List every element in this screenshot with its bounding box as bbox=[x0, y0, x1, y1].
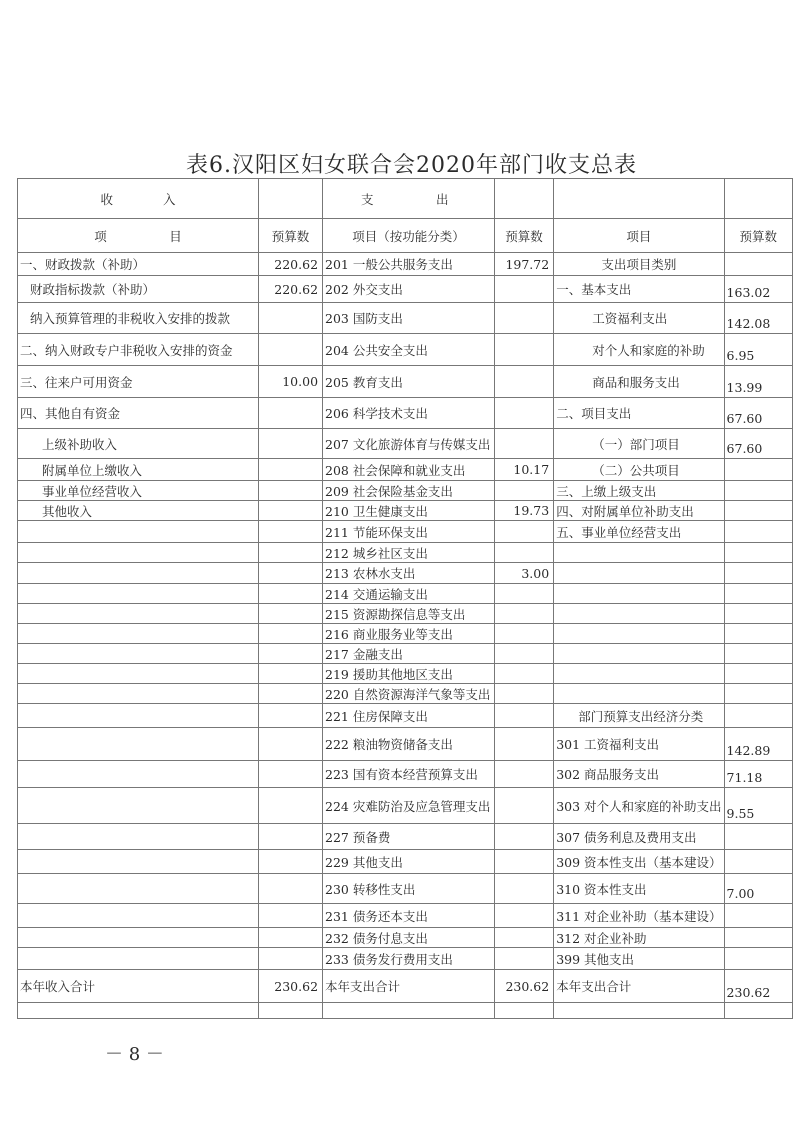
expense-item: 204 公共安全支出 bbox=[323, 334, 495, 366]
expense-item: 212 城乡社区支出 bbox=[323, 543, 495, 563]
income-item: 一、财政拨款（补助） bbox=[18, 253, 259, 276]
expense-item: 221 住房保障支出 bbox=[323, 704, 495, 728]
category-amount bbox=[724, 664, 792, 684]
expense-item: 210 卫生健康支出 bbox=[323, 501, 495, 521]
expense-amount bbox=[494, 874, 553, 904]
income-amount bbox=[259, 1003, 323, 1019]
category-item: 310 资本性支出 bbox=[554, 874, 724, 904]
category-amount bbox=[724, 704, 792, 728]
header-cell: 收 入 bbox=[18, 179, 259, 219]
income-amount bbox=[259, 824, 323, 850]
category-amount bbox=[724, 584, 792, 604]
category-amount: 71.18 bbox=[724, 761, 792, 788]
income-item bbox=[18, 664, 259, 684]
income-amount bbox=[259, 521, 323, 543]
expense-item: 217 金融支出 bbox=[323, 644, 495, 664]
expense-item: 230 转移性支出 bbox=[323, 874, 495, 904]
table-row bbox=[18, 563, 793, 584]
expense-amount bbox=[494, 481, 553, 501]
expense-amount bbox=[494, 761, 553, 788]
income-amount bbox=[259, 398, 323, 429]
income-amount bbox=[259, 948, 323, 970]
header-cell: 项 目 bbox=[18, 219, 259, 253]
income-amount bbox=[259, 904, 323, 928]
category-item: 302 商品服务支出 bbox=[554, 761, 724, 788]
income-item bbox=[18, 684, 259, 704]
header-cell: 预算数 bbox=[259, 219, 323, 253]
category-amount bbox=[724, 501, 792, 521]
category-item: 303 对个人和家庭的补助支出 bbox=[554, 788, 724, 824]
expense-amount bbox=[494, 664, 553, 684]
table-row bbox=[18, 429, 793, 459]
expense-item: 223 国有资本经营预算支出 bbox=[323, 761, 495, 788]
expense-item: 229 其他支出 bbox=[323, 850, 495, 874]
table-row bbox=[18, 788, 793, 824]
budget-summary-table bbox=[17, 178, 793, 1019]
expense-item: 本年支出合计 bbox=[323, 970, 495, 1003]
income-amount bbox=[259, 874, 323, 904]
income-item bbox=[18, 521, 259, 543]
expense-item: 201 一般公共服务支出 bbox=[323, 253, 495, 276]
header-cell: 支 出 bbox=[323, 179, 495, 219]
table-row bbox=[18, 584, 793, 604]
table-row bbox=[18, 761, 793, 788]
expense-amount bbox=[494, 948, 553, 970]
expense-item: 208 社会保障和就业支出 bbox=[323, 459, 495, 481]
expense-amount bbox=[494, 1003, 553, 1019]
income-amount: 220.62 bbox=[259, 253, 323, 276]
category-amount bbox=[724, 948, 792, 970]
table-row bbox=[18, 276, 793, 303]
category-amount: 67.60 bbox=[724, 398, 792, 429]
category-amount bbox=[724, 850, 792, 874]
income-item bbox=[18, 948, 259, 970]
income-item bbox=[18, 584, 259, 604]
expense-item: 220 自然资源海洋气象等支出 bbox=[323, 684, 495, 704]
income-amount: 10.00 bbox=[259, 366, 323, 398]
category-amount: 230.62 bbox=[724, 970, 792, 1003]
expense-item: 222 粮油物资储备支出 bbox=[323, 728, 495, 761]
expense-amount bbox=[494, 604, 553, 624]
category-item: 二、项目支出 bbox=[554, 398, 724, 429]
category-item: 五、事业单位经营支出 bbox=[554, 521, 724, 543]
category-amount: 7.00 bbox=[724, 874, 792, 904]
income-amount bbox=[259, 429, 323, 459]
income-amount bbox=[259, 563, 323, 584]
category-amount: 142.89 bbox=[724, 728, 792, 761]
expense-item: 202 外交支出 bbox=[323, 276, 495, 303]
expense-amount bbox=[494, 850, 553, 874]
table-row bbox=[18, 928, 793, 948]
expense-amount: 230.62 bbox=[494, 970, 553, 1003]
header-cell: 项目（按功能分类） bbox=[323, 219, 495, 253]
expense-amount: 3.00 bbox=[494, 563, 553, 584]
income-item: 三、往来户可用资金 bbox=[18, 366, 259, 398]
table-row bbox=[18, 334, 793, 366]
income-amount bbox=[259, 928, 323, 948]
expense-amount bbox=[494, 684, 553, 704]
expense-amount bbox=[494, 928, 553, 948]
expense-amount bbox=[494, 398, 553, 429]
income-item bbox=[18, 874, 259, 904]
expense-item: 233 债务发行费用支出 bbox=[323, 948, 495, 970]
category-amount bbox=[724, 481, 792, 501]
expense-item: 224 灾难防治及应急管理支出 bbox=[323, 788, 495, 824]
expense-item: 215 资源勘探信息等支出 bbox=[323, 604, 495, 624]
expense-item: 203 国防支出 bbox=[323, 303, 495, 334]
header-cell bbox=[259, 179, 323, 219]
expense-amount bbox=[494, 334, 553, 366]
income-item: 本年收入合计 bbox=[18, 970, 259, 1003]
category-amount bbox=[724, 521, 792, 543]
expense-amount bbox=[494, 584, 553, 604]
income-amount bbox=[259, 728, 323, 761]
expense-item: 211 节能环保支出 bbox=[323, 521, 495, 543]
category-item bbox=[554, 584, 724, 604]
expense-item: 209 社会保险基金支出 bbox=[323, 481, 495, 501]
category-amount bbox=[724, 684, 792, 704]
table-row bbox=[18, 501, 793, 521]
income-amount bbox=[259, 761, 323, 788]
table-row bbox=[18, 970, 793, 1003]
category-amount bbox=[724, 928, 792, 948]
expense-amount bbox=[494, 521, 553, 543]
table-row bbox=[18, 481, 793, 501]
income-amount bbox=[259, 624, 323, 644]
table-row bbox=[18, 948, 793, 970]
category-item bbox=[554, 684, 724, 704]
income-item bbox=[18, 761, 259, 788]
income-item: 二、纳入财政专户非税收入安排的资金 bbox=[18, 334, 259, 366]
income-item bbox=[18, 850, 259, 874]
table-row bbox=[18, 874, 793, 904]
category-item bbox=[554, 604, 724, 624]
category-amount bbox=[724, 824, 792, 850]
expense-item: 205 教育支出 bbox=[323, 366, 495, 398]
category-item bbox=[554, 543, 724, 563]
expense-amount bbox=[494, 704, 553, 728]
income-item bbox=[18, 788, 259, 824]
income-amount bbox=[259, 543, 323, 563]
income-item: 纳入预算管理的非税收入安排的拨款 bbox=[18, 303, 259, 334]
category-amount bbox=[724, 624, 792, 644]
income-amount bbox=[259, 704, 323, 728]
table-row bbox=[18, 604, 793, 624]
category-amount bbox=[724, 253, 792, 276]
category-item bbox=[554, 1003, 724, 1019]
category-item: 三、上缴上级支出 bbox=[554, 481, 724, 501]
table-row bbox=[18, 459, 793, 481]
table-row bbox=[18, 904, 793, 928]
category-amount bbox=[724, 459, 792, 481]
table-row bbox=[18, 824, 793, 850]
table-title: 表6.汉阳区妇女联合会2020年部门收支总表 bbox=[186, 153, 637, 178]
category-amount: 9.55 bbox=[724, 788, 792, 824]
expense-amount bbox=[494, 728, 553, 761]
table-row bbox=[18, 366, 793, 398]
category-item: 商品和服务支出 bbox=[554, 366, 724, 398]
category-item: 四、对附属单位补助支出 bbox=[554, 501, 724, 521]
category-item bbox=[554, 624, 724, 644]
income-item bbox=[18, 604, 259, 624]
category-item bbox=[554, 644, 724, 664]
income-item bbox=[18, 928, 259, 948]
income-item bbox=[18, 704, 259, 728]
category-item: 399 其他支出 bbox=[554, 948, 724, 970]
header-row bbox=[18, 179, 793, 219]
header-cell: 预算数 bbox=[724, 219, 792, 253]
header-row bbox=[18, 219, 793, 253]
table-row bbox=[18, 543, 793, 563]
income-item bbox=[18, 624, 259, 644]
category-item: 对个人和家庭的补助 bbox=[554, 334, 724, 366]
category-amount: 142.08 bbox=[724, 303, 792, 334]
expense-item: 227 预备费 bbox=[323, 824, 495, 850]
income-amount bbox=[259, 644, 323, 664]
category-amount bbox=[724, 1003, 792, 1019]
expense-amount bbox=[494, 543, 553, 563]
expense-item: 216 商业服务业等支出 bbox=[323, 624, 495, 644]
income-amount bbox=[259, 334, 323, 366]
category-amount: 13.99 bbox=[724, 366, 792, 398]
page-number: － 8 － bbox=[105, 1044, 164, 1065]
category-item: （二）公共项目 bbox=[554, 459, 724, 481]
category-amount: 67.60 bbox=[724, 429, 792, 459]
category-item bbox=[554, 563, 724, 584]
table-row bbox=[18, 521, 793, 543]
category-amount bbox=[724, 563, 792, 584]
income-item bbox=[18, 904, 259, 928]
expense-amount bbox=[494, 366, 553, 398]
header-cell: 预算数 bbox=[494, 219, 553, 253]
expense-item bbox=[323, 1003, 495, 1019]
table-row bbox=[18, 644, 793, 664]
income-item: 上级补助收入 bbox=[18, 429, 259, 459]
category-amount bbox=[724, 604, 792, 624]
table-row bbox=[18, 664, 793, 684]
income-item bbox=[18, 728, 259, 761]
income-amount bbox=[259, 584, 323, 604]
income-amount: 230.62 bbox=[259, 970, 323, 1003]
expense-item: 213 农林水支出 bbox=[323, 563, 495, 584]
expense-amount bbox=[494, 624, 553, 644]
income-item: 其他收入 bbox=[18, 501, 259, 521]
table-row bbox=[18, 624, 793, 644]
category-item: 311 对企业补助（基本建设） bbox=[554, 904, 724, 928]
category-amount: 6.95 bbox=[724, 334, 792, 366]
income-item bbox=[18, 644, 259, 664]
income-item: 事业单位经营收入 bbox=[18, 481, 259, 501]
income-item bbox=[18, 824, 259, 850]
table-row bbox=[18, 684, 793, 704]
income-amount bbox=[259, 459, 323, 481]
category-item: 312 对企业补助 bbox=[554, 928, 724, 948]
category-amount bbox=[724, 904, 792, 928]
expense-item: 214 交通运输支出 bbox=[323, 584, 495, 604]
table-row bbox=[18, 398, 793, 429]
table-row bbox=[18, 728, 793, 761]
expense-amount bbox=[494, 904, 553, 928]
category-item: 309 资本性支出（基本建设） bbox=[554, 850, 724, 874]
income-amount bbox=[259, 664, 323, 684]
category-item: 一、基本支出 bbox=[554, 276, 724, 303]
expense-amount bbox=[494, 644, 553, 664]
expense-amount: 197.72 bbox=[494, 253, 553, 276]
income-amount bbox=[259, 850, 323, 874]
table-row bbox=[18, 1003, 793, 1019]
income-amount bbox=[259, 788, 323, 824]
income-amount bbox=[259, 303, 323, 334]
table-row bbox=[18, 303, 793, 334]
expense-amount bbox=[494, 276, 553, 303]
table-row bbox=[18, 253, 793, 276]
expense-amount: 10.17 bbox=[494, 459, 553, 481]
expense-amount: 19.73 bbox=[494, 501, 553, 521]
income-amount bbox=[259, 481, 323, 501]
category-item: 301 工资福利支出 bbox=[554, 728, 724, 761]
category-item bbox=[554, 664, 724, 684]
category-item: 部门预算支出经济分类 bbox=[554, 704, 724, 728]
header-cell bbox=[554, 179, 724, 219]
table-row bbox=[18, 850, 793, 874]
income-amount bbox=[259, 501, 323, 521]
expense-amount bbox=[494, 788, 553, 824]
expense-item: 207 文化旅游体育与传媒支出 bbox=[323, 429, 495, 459]
income-item: 财政指标拨款（补助） bbox=[18, 276, 259, 303]
category-item: （一）部门项目 bbox=[554, 429, 724, 459]
category-item: 307 债务利息及费用支出 bbox=[554, 824, 724, 850]
income-item bbox=[18, 563, 259, 584]
category-amount: 163.02 bbox=[724, 276, 792, 303]
category-item: 本年支出合计 bbox=[554, 970, 724, 1003]
expense-amount bbox=[494, 429, 553, 459]
income-item: 四、其他自有资金 bbox=[18, 398, 259, 429]
income-amount bbox=[259, 604, 323, 624]
expense-amount bbox=[494, 824, 553, 850]
expense-item: 231 债务还本支出 bbox=[323, 904, 495, 928]
expense-amount bbox=[494, 303, 553, 334]
category-item: 工资福利支出 bbox=[554, 303, 724, 334]
expense-item: 206 科学技术支出 bbox=[323, 398, 495, 429]
income-item: 附属单位上缴收入 bbox=[18, 459, 259, 481]
table-row bbox=[18, 704, 793, 728]
income-item bbox=[18, 543, 259, 563]
category-amount bbox=[724, 543, 792, 563]
category-amount bbox=[724, 644, 792, 664]
income-amount: 220.62 bbox=[259, 276, 323, 303]
income-amount bbox=[259, 684, 323, 704]
expense-item: 232 债务付息支出 bbox=[323, 928, 495, 948]
income-item bbox=[18, 1003, 259, 1019]
expense-item: 219 援助其他地区支出 bbox=[323, 664, 495, 684]
category-item: 支出项目类别 bbox=[554, 253, 724, 276]
header-cell: 项目 bbox=[554, 219, 724, 253]
header-cell bbox=[724, 179, 792, 219]
header-cell bbox=[494, 179, 553, 219]
